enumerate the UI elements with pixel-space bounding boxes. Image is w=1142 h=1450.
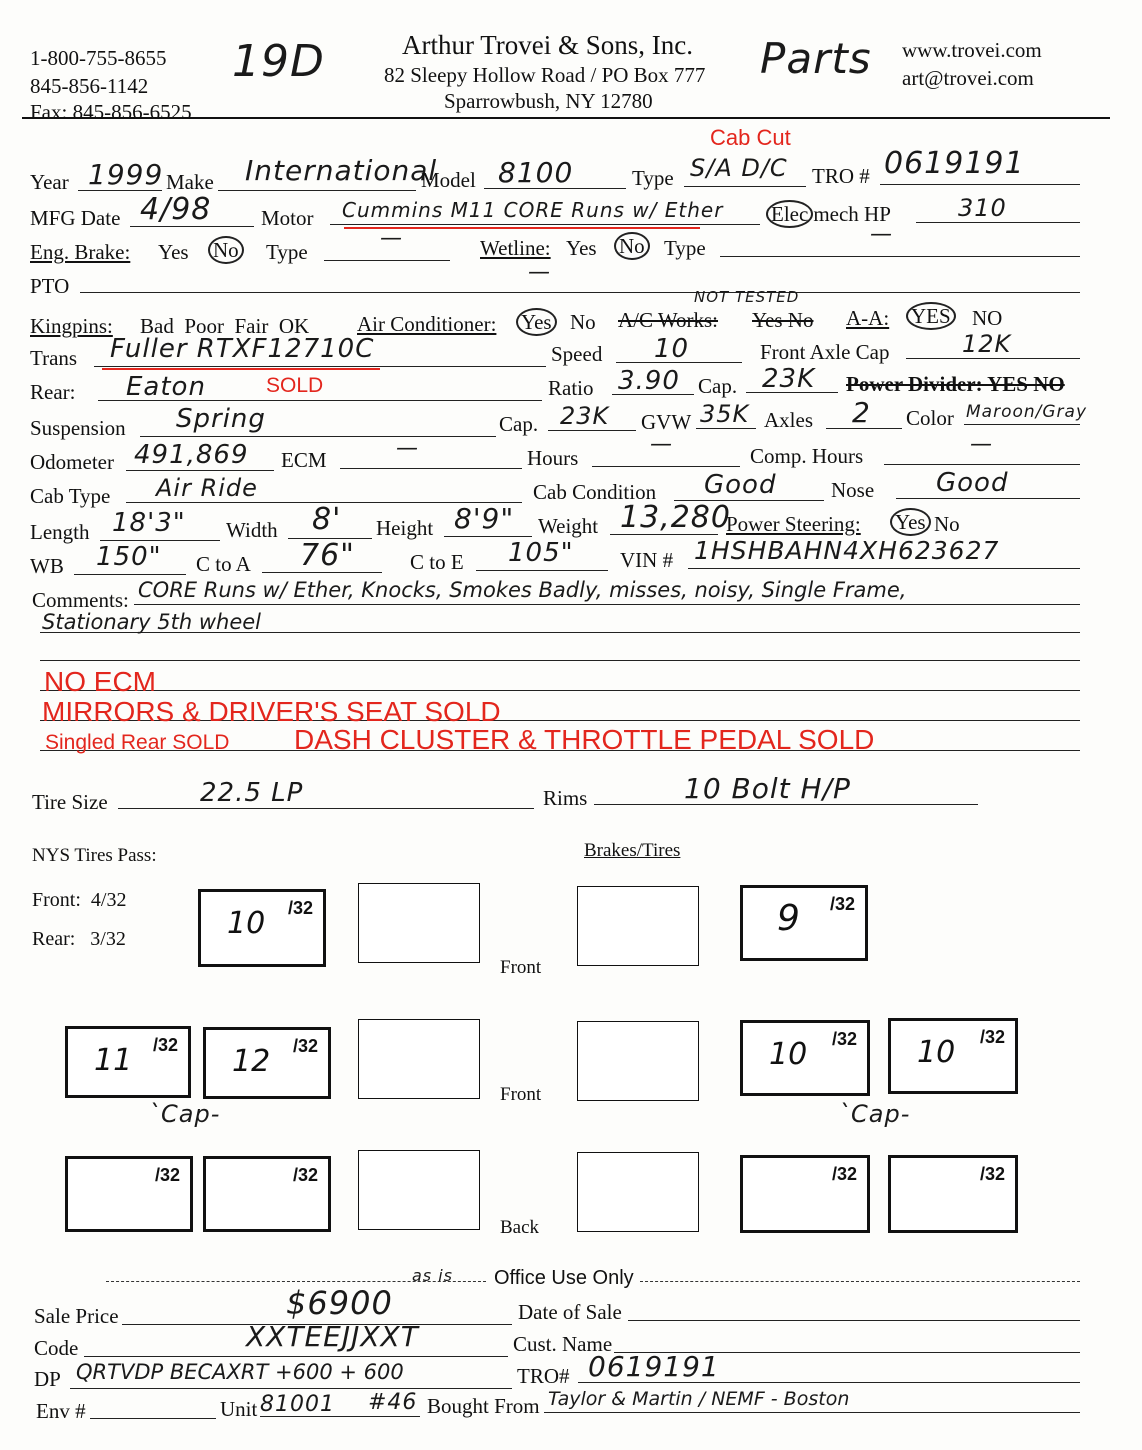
tire-box-back-3[interactable]: [358, 1150, 480, 1230]
axles-value: 2: [852, 396, 871, 429]
fraction-label: /32: [154, 1165, 180, 1185]
dp-label: DP: [34, 1367, 61, 1391]
tread-value: 10: [227, 906, 266, 941]
mid-axle-label: Front: [500, 1084, 542, 1105]
rear-sold-note: SOLD: [266, 374, 324, 397]
cust-name-label: Cust. Name: [513, 1332, 613, 1356]
nose-value: Good: [936, 468, 1009, 498]
fraction-label: /32: [979, 1027, 1005, 1047]
dp-value: QRTVDP BECAXRT +600 + 600: [76, 1360, 404, 1384]
phone-number: 1-800-755-8655: [30, 46, 167, 70]
c-to-e-label: C to E: [410, 550, 464, 574]
tread-value: 9: [777, 898, 800, 939]
tro-value: 0619191: [884, 146, 1025, 181]
fraction-label: /32: [831, 1164, 857, 1184]
phone-number-2: 845-856-1142: [30, 74, 149, 98]
office-divider-right: [640, 1281, 1080, 1282]
eng-brake-label: Eng. Brake:: [30, 240, 131, 264]
wetline-type-value: —: [870, 222, 893, 247]
suspension-label: Suspension: [30, 416, 126, 440]
comments-line-1: CORE Runs w/ Ether, Knocks, Smokes Badly, misses, noisy, Single Frame,: [138, 578, 907, 602]
model-value: 8100: [498, 156, 574, 189]
front-requirement: Front: 4/32: [32, 889, 127, 911]
ecm-value: —: [396, 436, 419, 461]
cap-note-left: `Cap-: [148, 1100, 221, 1128]
comp-hours-value: —: [970, 432, 993, 457]
as-is-note: as is: [412, 1266, 454, 1285]
aa-no: NO: [972, 306, 1003, 330]
height-value: 8'9": [454, 502, 515, 535]
fraction-label: /32: [292, 1036, 318, 1056]
hp-value: 310: [958, 194, 1007, 222]
note-singled-rear: Singled Rear SOLD: [45, 731, 230, 754]
rims-label: Rims: [543, 786, 588, 810]
pto-value: —: [528, 260, 551, 285]
rear-cap-value: 23K: [762, 364, 816, 394]
speed-label: Speed: [551, 342, 603, 366]
cab-condition-value: Good: [704, 470, 777, 500]
nys-tires-label: NYS Tires Pass:: [32, 845, 157, 866]
tire-box-mid-4[interactable]: [577, 1021, 699, 1101]
vin-label: VIN #: [620, 548, 674, 572]
handwritten-id: 19D: [232, 36, 325, 87]
pto-label: PTO: [30, 274, 70, 298]
aa-yes-circled: YES: [906, 302, 956, 330]
comments-label: Comments:: [32, 588, 129, 612]
odometer-value: 491,869: [134, 440, 249, 470]
unit-label: Unit: [220, 1397, 258, 1421]
cap-note-right: `Cap-: [838, 1100, 911, 1128]
header-rule: [22, 117, 1110, 119]
susp-cap-value: 23K: [560, 402, 610, 430]
tro2-value: 0619191: [588, 1350, 720, 1383]
fraction-label: /32: [831, 1029, 857, 1049]
nose-label: Nose: [831, 478, 875, 502]
tire-box-front-right[interactable]: [740, 885, 868, 961]
tread-value: 11: [94, 1043, 133, 1078]
website: www.trovei.com: [902, 38, 1042, 62]
ecm-label: ECM: [281, 448, 327, 472]
tread-value: 10: [917, 1035, 956, 1070]
year-label: Year: [30, 170, 69, 194]
tire-box-back-5[interactable]: [740, 1155, 870, 1233]
note-dash-cluster: DASH CLUSTER & THROTTLE PEDAL SOLD: [294, 724, 875, 755]
axles-label: Axles: [764, 408, 813, 432]
bought-from-value: Taylor & Martin / NEMF - Boston: [548, 1388, 850, 1410]
front-axle-cap-value: 12K: [962, 330, 1012, 358]
mech-hp-label: mech HP: [813, 202, 891, 226]
handwritten-parts: Parts: [760, 34, 872, 83]
eng-brake-type-label: Type: [266, 240, 308, 264]
weight-value: 13,280: [620, 500, 731, 535]
comments-line-2: Stationary 5th wheel: [42, 610, 262, 634]
code-value: XXTEEJJXXT: [246, 1320, 419, 1353]
bought-from-label: Bought From: [427, 1394, 540, 1418]
width-label: Width: [226, 518, 278, 542]
gvw-value: 35K: [700, 400, 750, 428]
cab-condition-label: Cab Condition: [533, 480, 657, 504]
tire-size-value: 22.5 LP: [200, 778, 304, 808]
fraction-label: /32: [292, 1165, 318, 1185]
ac-yes-circled: Yes: [516, 308, 557, 336]
c-to-a-value: 76": [300, 538, 355, 573]
model-label: Model: [421, 168, 476, 192]
sale-price-label: Sale Price: [34, 1304, 119, 1328]
front-axle-label: Front: [500, 957, 542, 978]
mfg-date-value: 4/98: [140, 192, 212, 227]
ratio-value: 3.90: [618, 366, 680, 396]
company-city: Sparrowbush, NY 12780: [444, 89, 653, 113]
trans-label: Trans: [30, 346, 78, 370]
ac-not-tested-note: NOT TESTED: [694, 288, 800, 306]
trans-red-underline: [102, 368, 380, 370]
length-label: Length: [30, 520, 90, 544]
susp-cap-label: Cap.: [499, 412, 539, 436]
wb-value: 150": [96, 542, 162, 572]
tire-box-back-6[interactable]: [888, 1155, 1018, 1233]
wetline-label: Wetline:: [480, 236, 551, 260]
tire-box-back-2[interactable]: [203, 1156, 331, 1232]
ac-works-label: A/C Works:: [618, 308, 719, 332]
tire-box-mid-5[interactable]: [740, 1020, 870, 1096]
weight-label: Weight: [538, 514, 599, 538]
wb-label: WB: [30, 554, 64, 578]
comp-hours-label: Comp. Hours: [750, 444, 864, 468]
office-use-heading: Office Use Only: [494, 1267, 634, 1289]
eng-brake-type-value: —: [380, 226, 403, 251]
tire-box-front-right-inner[interactable]: [577, 886, 699, 966]
tire-box-mid-2[interactable]: [203, 1027, 331, 1099]
color-label: Color: [906, 406, 954, 430]
tread-value: 12: [232, 1044, 271, 1079]
type-label: Type: [632, 166, 674, 190]
kingpins-options: Bad Poor Fair OK: [140, 314, 310, 338]
rear-cap-label: Cap.: [698, 374, 738, 398]
fraction-label: /32: [287, 898, 313, 918]
tire-box-front-left-inner[interactable]: [358, 883, 480, 963]
brakes-tires-label: Brakes/Tires: [584, 840, 681, 861]
eng-brake-yes: Yes: [158, 240, 189, 264]
odometer-label: Odometer: [30, 450, 114, 474]
env-label: Env #: [36, 1399, 86, 1423]
cab-cut-note: Cab Cut: [710, 125, 791, 150]
ps-yes-circled: Yes: [890, 508, 931, 536]
ps-no: No: [934, 512, 960, 536]
tire-box-back-4[interactable]: [577, 1152, 699, 1232]
gvw-label: GVW: [641, 410, 692, 434]
trans-value: Fuller RTXF12710C: [110, 334, 375, 364]
aa-label: A-A:: [846, 306, 890, 330]
wetline-type-label: Type: [664, 236, 706, 260]
rims-value: 10 Bolt H/P: [684, 772, 851, 805]
ac-no: No: [570, 310, 596, 334]
front-axle-cap-label: Front Axle Cap: [760, 340, 890, 364]
tread-value: 10: [769, 1037, 808, 1072]
note-no-ecm: NO ECM: [44, 666, 156, 697]
c-to-a-label: C to A: [196, 552, 251, 576]
motor-label: Motor: [261, 206, 314, 230]
back-axle-label: Back: [500, 1217, 540, 1238]
hours-label: Hours: [527, 446, 579, 470]
make-label: Make: [166, 170, 214, 194]
rear-requirement: Rear: 3/32: [32, 928, 126, 950]
width-value: 8': [312, 502, 342, 537]
fraction-label: /32: [152, 1035, 178, 1055]
tire-box-back-1[interactable]: [65, 1156, 193, 1232]
company-name: Arthur Trovei & Sons, Inc.: [402, 30, 694, 60]
unit-value: 81001: [260, 1392, 335, 1417]
kingpins-label: Kingpins:: [30, 314, 113, 338]
unit-number: #46: [368, 1390, 418, 1415]
speed-value: 10: [654, 334, 690, 364]
air-conditioner-label: Air Conditioner:: [357, 312, 497, 336]
mfg-date-label: MFG Date: [30, 206, 121, 230]
c-to-e-value: 105": [508, 538, 574, 568]
ratio-label: Ratio: [548, 376, 594, 400]
sale-price-value: $6900: [286, 1284, 393, 1322]
tire-box-mid-6[interactable]: [888, 1018, 1018, 1094]
year-value: 1999: [88, 158, 164, 191]
motor-value: Cummins M11 CORE Runs w/ Ether: [342, 198, 724, 222]
elec-circled: Elec: [766, 200, 813, 228]
length-value: 18'3": [112, 508, 186, 538]
make-value: International: [245, 154, 438, 187]
tro2-label: TRO#: [517, 1364, 570, 1388]
fax-number: Fax: 845-856-6525: [30, 100, 192, 124]
color-value: Maroon/Gray: [966, 402, 1088, 422]
company-address: 82 Sleepy Hollow Road / PO Box 777: [384, 63, 706, 87]
suspension-value: Spring: [176, 404, 266, 434]
height-label: Height: [376, 516, 434, 540]
tire-size-label: Tire Size: [32, 790, 108, 814]
note-mirrors-seat: MIRRORS & DRIVER'S SEAT SOLD: [42, 696, 501, 727]
cab-type-value: Air Ride: [156, 474, 258, 502]
vin-value: 1HSHBAHN4XH623627: [694, 536, 1000, 565]
hours-value: —: [650, 432, 673, 457]
tire-box-front-left[interactable]: [198, 889, 326, 967]
power-divider-label: Power Divider: YES NO: [846, 372, 1065, 396]
type-value: S/A D/C: [690, 154, 788, 182]
wetline-no-circled: No: [614, 232, 650, 260]
rear-value: Eaton: [126, 372, 206, 402]
wetline-yes: Yes: [566, 236, 597, 260]
fraction-label: /32: [829, 894, 855, 914]
rear-label: Rear:: [30, 380, 76, 404]
tire-box-mid-3[interactable]: [358, 1019, 480, 1099]
eng-brake-no-circled: No: [208, 236, 244, 264]
fraction-label: /32: [979, 1164, 1005, 1184]
ac-works-options: Yes No: [752, 308, 814, 332]
email: art@trovei.com: [902, 66, 1034, 90]
tro-label: TRO #: [812, 164, 870, 188]
code-label: Code: [34, 1336, 79, 1360]
date-of-sale-label: Date of Sale: [518, 1300, 622, 1324]
tire-box-mid-1[interactable]: [65, 1026, 191, 1098]
cab-type-label: Cab Type: [30, 484, 111, 508]
power-steering-label: Power Steering:: [726, 512, 861, 536]
